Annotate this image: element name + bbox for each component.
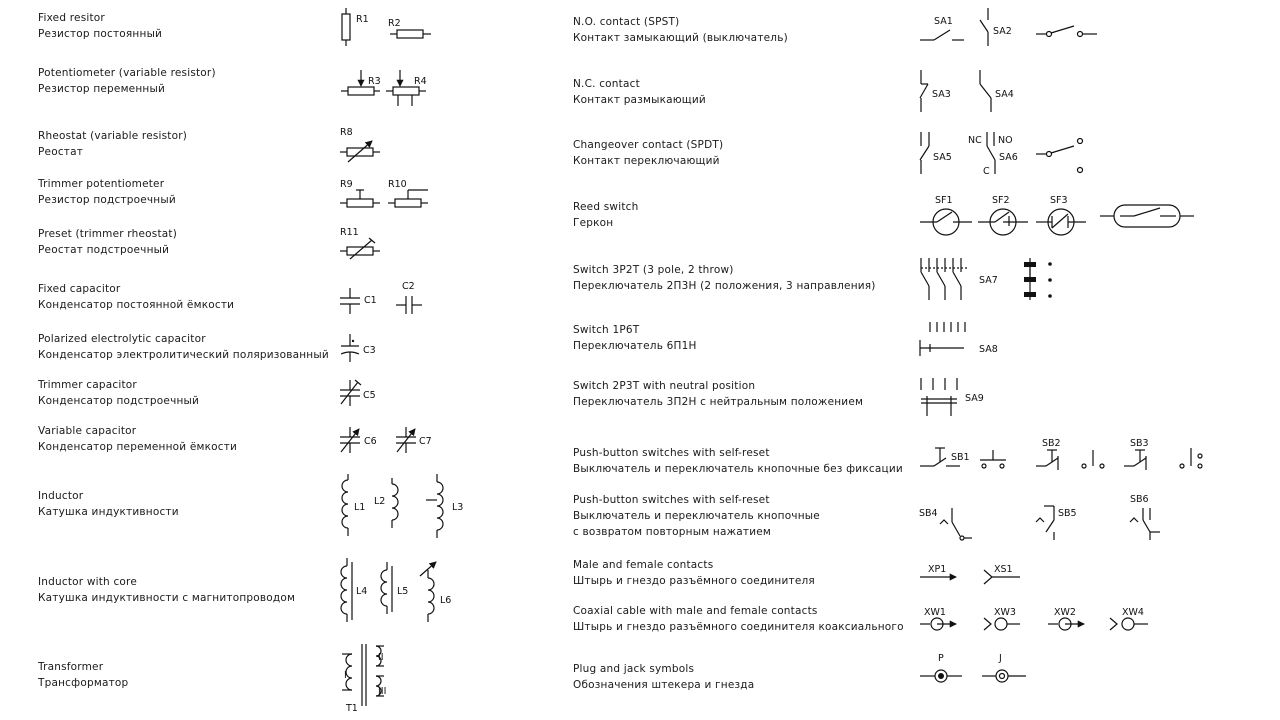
entry-ru: Выключатель и переключатель кнопочные [573, 510, 820, 522]
pushbutton-dots-1-symbol [980, 450, 1006, 468]
label-r3: R3 [368, 76, 381, 87]
inductor-l4-symbol [341, 558, 367, 622]
jack-j-symbol [982, 653, 1026, 682]
label-t1-w3: III [378, 686, 387, 697]
entry-ru: Геркон [573, 217, 614, 229]
contact-sa2-symbol [980, 8, 1012, 46]
label-c7: C7 [419, 436, 432, 447]
entry-en: Changeover contact (SPDT) [573, 139, 724, 151]
coax-xw3-symbol [984, 607, 1020, 630]
label-c1: C1 [364, 295, 377, 306]
trimmer-r9-symbol [340, 179, 380, 207]
label-t1: T1 [346, 703, 358, 714]
reed-switch-sf1-symbol [920, 195, 972, 235]
label-sf3: SF3 [1050, 195, 1068, 206]
entry-en: Inductor [38, 490, 84, 502]
label-sa7: SA7 [979, 275, 998, 286]
label-c6: C6 [364, 436, 377, 447]
pushbutton-sb6-symbol [1130, 494, 1160, 540]
rheostat-r8-symbol [340, 127, 380, 162]
label-sb1: SB1 [951, 452, 970, 463]
entry-ru: Реостат подстроечный [38, 244, 170, 256]
entry-ru: Трансформатор [38, 677, 129, 689]
label-sb2: SB2 [1042, 438, 1061, 449]
entry-en: Push-button switches with self-reset [573, 447, 770, 459]
label-xw2: XW2 [1054, 607, 1076, 618]
inductor-l1-symbol [342, 474, 365, 536]
entry-en: Switch 3P2T (3 pole, 2 throw) [573, 264, 734, 276]
reed-switch-sf2-symbol [978, 195, 1028, 235]
contact-sa6-symbol [968, 132, 1018, 177]
entry-ru: Обозначения штекера и гнезда [573, 679, 755, 691]
label-sa8: SA8 [979, 344, 998, 355]
switch-sa8-symbol [920, 322, 998, 356]
label-c2: C2 [402, 281, 415, 292]
label-sa4: SA4 [995, 89, 1014, 100]
label-t1-w2: II [378, 652, 384, 663]
entry-en: Plug and jack symbols [573, 663, 695, 675]
entry-en: Male and female contacts [573, 559, 714, 571]
resistor-r2-symbol [388, 18, 431, 38]
potentiometer-r4-symbol [386, 70, 427, 106]
entry-en: Inductor with core [38, 576, 137, 588]
contact-changeover-circles-symbol [1036, 139, 1083, 173]
inductor-l6-symbol [420, 562, 451, 622]
label-c: C [983, 166, 990, 177]
label-r8: R8 [340, 127, 353, 138]
entry-ru2: с возвратом повторным нажатием [573, 526, 772, 538]
reed-switch-capsule-symbol [1100, 205, 1194, 227]
capacitor-c1-symbol [340, 288, 377, 314]
label-sa9: SA9 [965, 393, 984, 404]
entry-ru: Конденсатор переменной ёмкости [38, 441, 238, 453]
entry-en: Polarized electrolytic capacitor [38, 333, 206, 345]
entry-ru: Катушка индуктивности с магнитопроводом [38, 592, 296, 604]
coax-xw4-symbol [1110, 607, 1148, 630]
label-sb6: SB6 [1130, 494, 1149, 505]
inductor-l2-symbol [374, 478, 398, 528]
inductor-l3-symbol [426, 474, 463, 538]
contact-no-circles-symbol [1036, 26, 1097, 37]
capacitor-c3-symbol [341, 334, 376, 362]
entry-ru: Резистор переменный [38, 83, 165, 95]
capacitor-c7-symbol [396, 427, 432, 453]
label-t1-w1: I [344, 670, 347, 681]
entry-en: N.O. contact (SPST) [573, 16, 680, 28]
label-l4: L4 [356, 586, 368, 597]
label-sb3: SB3 [1130, 438, 1149, 449]
entry-en: Push-button switches with self-reset [573, 494, 770, 506]
entry-ru: Конденсатор подстроечный [38, 395, 200, 407]
reed-switch-sf3-symbol [1036, 195, 1086, 235]
contact-sa1-symbol [920, 16, 964, 40]
pushbutton-sb2-symbol [1036, 438, 1061, 470]
label-no: NO [998, 135, 1013, 146]
label-sb5: SB5 [1058, 508, 1077, 519]
label-l3: L3 [452, 502, 464, 513]
contact-sa3-symbol [920, 70, 951, 112]
plug-p-symbol [920, 653, 962, 682]
entry-ru: Переключатель 3П2Н с нейтральным положением [573, 396, 864, 408]
entry-ru: Реостат [38, 146, 84, 158]
entry-ru: Резистор подстроечный [38, 194, 176, 206]
label-j: J [999, 653, 1002, 664]
label-sa1: SA1 [934, 16, 953, 27]
entry-en: Rheostat (variable resistor) [38, 130, 188, 142]
male-contact-xp1-symbol [920, 564, 956, 577]
entry-en: N.C. contact [573, 78, 640, 90]
inductor-l5-symbol [381, 562, 408, 614]
label-c3: C3 [363, 345, 376, 356]
pushbutton-sb5-symbol [1036, 506, 1077, 540]
label-sf2: SF2 [992, 195, 1010, 206]
label-r2: R2 [388, 18, 401, 29]
capacitor-c5-symbol [340, 380, 376, 406]
preset-r11-symbol [340, 227, 380, 259]
label-sa5: SA5 [933, 152, 952, 163]
entry-en: Trimmer capacitor [38, 379, 137, 391]
label-l6: L6 [440, 595, 452, 606]
female-contact-xs1-symbol [984, 564, 1020, 584]
entry-ru: Конденсатор электролитический поляризованный [38, 349, 329, 361]
label-sb4: SB4 [919, 508, 938, 519]
label-xw3: XW3 [994, 607, 1016, 618]
pushbutton-sb4-symbol [919, 508, 972, 540]
entry-en: Fixed capacitor [38, 283, 121, 295]
label-l2: L2 [374, 496, 386, 507]
pushbutton-sb1-symbol [920, 448, 970, 466]
coax-xw2-symbol [1048, 607, 1084, 630]
label-r10: R10 [388, 179, 407, 190]
entry-en: Switch 2P3T with neutral position [573, 380, 756, 392]
label-sa2: SA2 [993, 26, 1012, 37]
entry-en: Transformer [38, 661, 104, 673]
entry-ru: Штырь и гнездо разъёмного соединителя [573, 575, 815, 587]
switch-sa9-symbol [921, 378, 984, 416]
capacitor-c2-symbol [396, 281, 422, 314]
entry-ru: Контакт замыкающий (выключатель) [573, 32, 788, 44]
resistor-r1-symbol [342, 8, 369, 46]
entry-en: Switch 1P6T [573, 324, 640, 336]
label-xp1: XP1 [928, 564, 947, 575]
pushbutton-dots-3-symbol [1180, 448, 1202, 468]
entry-en: Potentiometer (variable resistor) [38, 67, 216, 79]
entry-en: Variable capacitor [38, 425, 137, 437]
entry-ru: Контакт переключающий [573, 155, 720, 167]
contact-sa4-symbol [980, 70, 1014, 112]
trimmer-r10-symbol [388, 179, 428, 207]
label-r4: R4 [414, 76, 427, 87]
entry-en: Fixed resitor [38, 12, 105, 24]
label-l1: L1 [354, 502, 366, 513]
switch-sa7-symbol [921, 258, 998, 300]
entry-ru: Конденсатор постоянной ёмкости [38, 299, 235, 311]
label-xw1: XW1 [924, 607, 946, 618]
label-c5: C5 [363, 390, 376, 401]
entry-en: Preset (trimmer rheostat) [38, 228, 178, 240]
coax-xw1-symbol [920, 607, 956, 630]
label-r9: R9 [340, 179, 353, 190]
label-sa6: SA6 [999, 152, 1018, 163]
entry-ru: Переключатель 6П1Н [573, 340, 697, 352]
transformer-t1-symbol [342, 644, 386, 714]
entry-ru: Выключатель и переключатель кнопочные без фиксации [573, 463, 903, 475]
label-r1: R1 [356, 14, 369, 25]
label-p: P [938, 653, 944, 664]
entry-ru: Переключатель 2П3Н (2 положения, 3 направления) [573, 280, 876, 292]
entry-en: Reed switch [573, 201, 639, 213]
entry-ru: Контакт размыкающий [573, 94, 706, 106]
label-xs1: XS1 [994, 564, 1013, 575]
entry-ru: Штырь и гнездо разъёмного соединителя коаксиального [573, 621, 904, 633]
entry-ru: Резистор постоянный [38, 28, 163, 40]
entry-ru: Катушка индуктивности [38, 506, 179, 518]
entry-en: Trimmer potentiometer [38, 178, 165, 190]
pushbutton-sb3-symbol [1124, 438, 1149, 470]
label-sf1: SF1 [935, 195, 953, 206]
slide-switch-symbol [1024, 258, 1052, 300]
potentiometer-r3-symbol [341, 70, 381, 95]
label-nc: NC [968, 135, 982, 146]
label-l5: L5 [397, 586, 409, 597]
label-sa3: SA3 [932, 89, 951, 100]
contact-sa5-symbol [920, 132, 952, 174]
label-xw4: XW4 [1122, 607, 1144, 618]
capacitor-c6-symbol [340, 427, 377, 453]
pushbutton-dots-2-symbol [1082, 450, 1104, 468]
label-r11: R11 [340, 227, 359, 238]
entry-en: Coaxial cable with male and female contacts [573, 605, 818, 617]
